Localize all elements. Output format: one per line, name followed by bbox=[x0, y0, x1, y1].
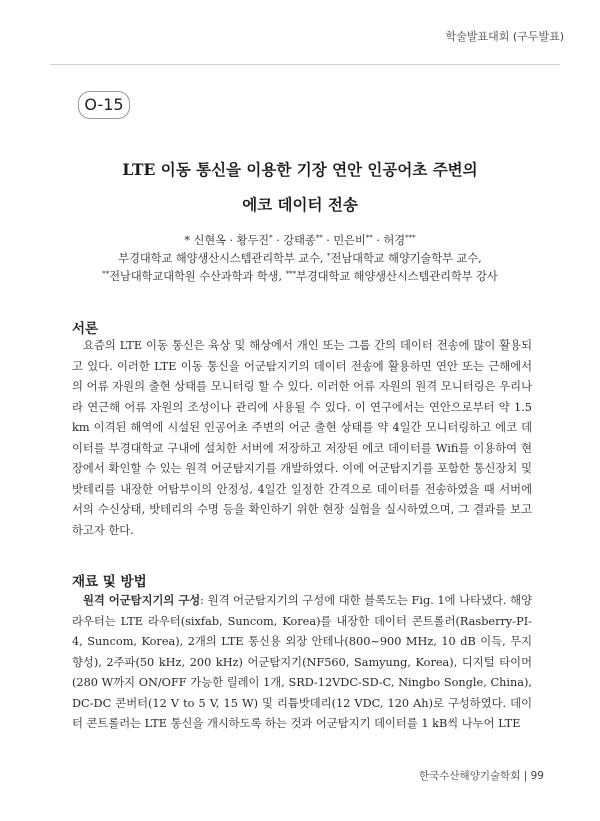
affiliation-text: 부경대학교 해양생산시스템관리학부 강사 bbox=[296, 270, 498, 283]
methods-paragraph bbox=[72, 590, 532, 735]
affiliation-mark: *** bbox=[405, 234, 416, 242]
affiliation-line-2 bbox=[0, 268, 600, 284]
author-name: 강태종 bbox=[283, 234, 316, 247]
affiliation-text: 전남대학교 해양기술학부 교수, bbox=[330, 252, 482, 265]
affiliation-mark: *** bbox=[285, 270, 297, 278]
paper-title-line-2: 에코 데이터 전송 bbox=[242, 195, 358, 214]
author-separator: · bbox=[322, 234, 334, 247]
header-divider bbox=[50, 64, 560, 65]
author-list bbox=[0, 232, 600, 248]
paper-id-badge: O-15 bbox=[78, 91, 130, 119]
affiliation-mark: * bbox=[269, 234, 273, 242]
author-name: 신현옥 bbox=[193, 234, 226, 247]
author-separator: · bbox=[272, 234, 284, 247]
footer-society-page: 한국수산해양기술학회 | 99 bbox=[418, 770, 544, 782]
affiliation-text: 전남대학교대학원 수산과학과 학생, bbox=[109, 270, 286, 283]
affiliation-mark: ** bbox=[365, 234, 373, 242]
author-name: 민은비 bbox=[333, 234, 366, 247]
affiliation-line-1 bbox=[0, 250, 600, 266]
author-separator: · bbox=[372, 234, 384, 247]
affiliation-mark: * bbox=[327, 252, 331, 260]
intro-paragraph: 요즘의 LTE 이동 통신은 육상 및 해상에서 개인 또는 그룹 간의 데이터 전송에 많이 활용되고 있다. 이러한 LTE 이동 통신을 어군탐지기의 데이터 전송에 활용하면 연안 또는 근해에서의 어류 자원의 출현 상태를 모니터링 할 수 있다. 이러한 어류 자원의 원격 모니터링은 우리나라 연근해 어류 자원의 조성이나 관리에 사용될 수 있다. 이 연구에서는 연안으로부터 약 1.5 km 이격된 해역에 시설된 인공어초 주변의 어군 출현 상태를 약 4일간 모니터링하고 에코 데이터를 부경대학교 구내에 설치한 서버에 저장하고 저장된 에코 데이터를 Wifi를 이용하여 현장에서 확인할 수 있는 원격 어군탐지기를 개발하였다. 이에 어군탐지기를 포함한 통신장치 및 밧테리를 내장한 어탐부이의 안정성, 4일간 일정한 간격으로 데이터를 전송하였을 때 서버에서의 수신상태, 밧테리의 수명 등을 확인하기 위한 현장 실험을 실시하였으며, 그 결과를 보고하고자 한다. bbox=[72, 339, 532, 537]
author-name: 허경 bbox=[383, 234, 406, 247]
methods-lead-phrase: 원격 어군탐지기의 구성 bbox=[83, 593, 201, 607]
paper-title-line-1: LTE 이동 통신을 이용한 기장 연안 인공어초 주변의 bbox=[122, 160, 478, 179]
conference-session-label: 학술발표대회 (구두발표) bbox=[445, 30, 564, 43]
author-prefix-mark: * bbox=[184, 234, 194, 247]
author-separator: · bbox=[226, 234, 237, 247]
affiliation-text: 부경대학교 해양생산시스템관리학부 교수, bbox=[118, 252, 328, 265]
intro-section-title: 서론 bbox=[72, 321, 99, 337]
author-name: 황두진 bbox=[236, 234, 270, 247]
affiliation-mark: ** bbox=[102, 270, 110, 278]
methods-body-text: : 원격 어군탐지기의 구성에 대한 블록도는 Fig. 1에 나타냈다. 해양 라우터는 LTE 라우터(sixfab, Suncom, Korea)를 내장한 데이터 콘트롤러(Rasberry-PI-4, Suncom, Korea), 2개의 LTE 통신용 외장 안테나(800~900 MHz, 10 dB 이득, 무지향성), 2주파(50 kHz, 200 kHz) 어군탐지기(NF560, Samyung, Korea), 디지털 타이머 (280 W까지 ON/OFF 가능한 릴레이 1개, SRD-12VDC-SD-C, Ningbo Songle, China), DC-DC 콘버터(12 V to 5 V, 15 W) 및 리튬밧데리(12 VDC, 120 Ah)로 구성하였다. 데이터 콘트롤러는 LTE 통신을 개시하도록 하는 것과 어군탐지기 데이터를 1 kB씩 나누어 LTE bbox=[72, 594, 532, 730]
affiliation-mark: ** bbox=[315, 234, 323, 242]
methods-section-title: 재료 및 방법 bbox=[72, 574, 147, 590]
